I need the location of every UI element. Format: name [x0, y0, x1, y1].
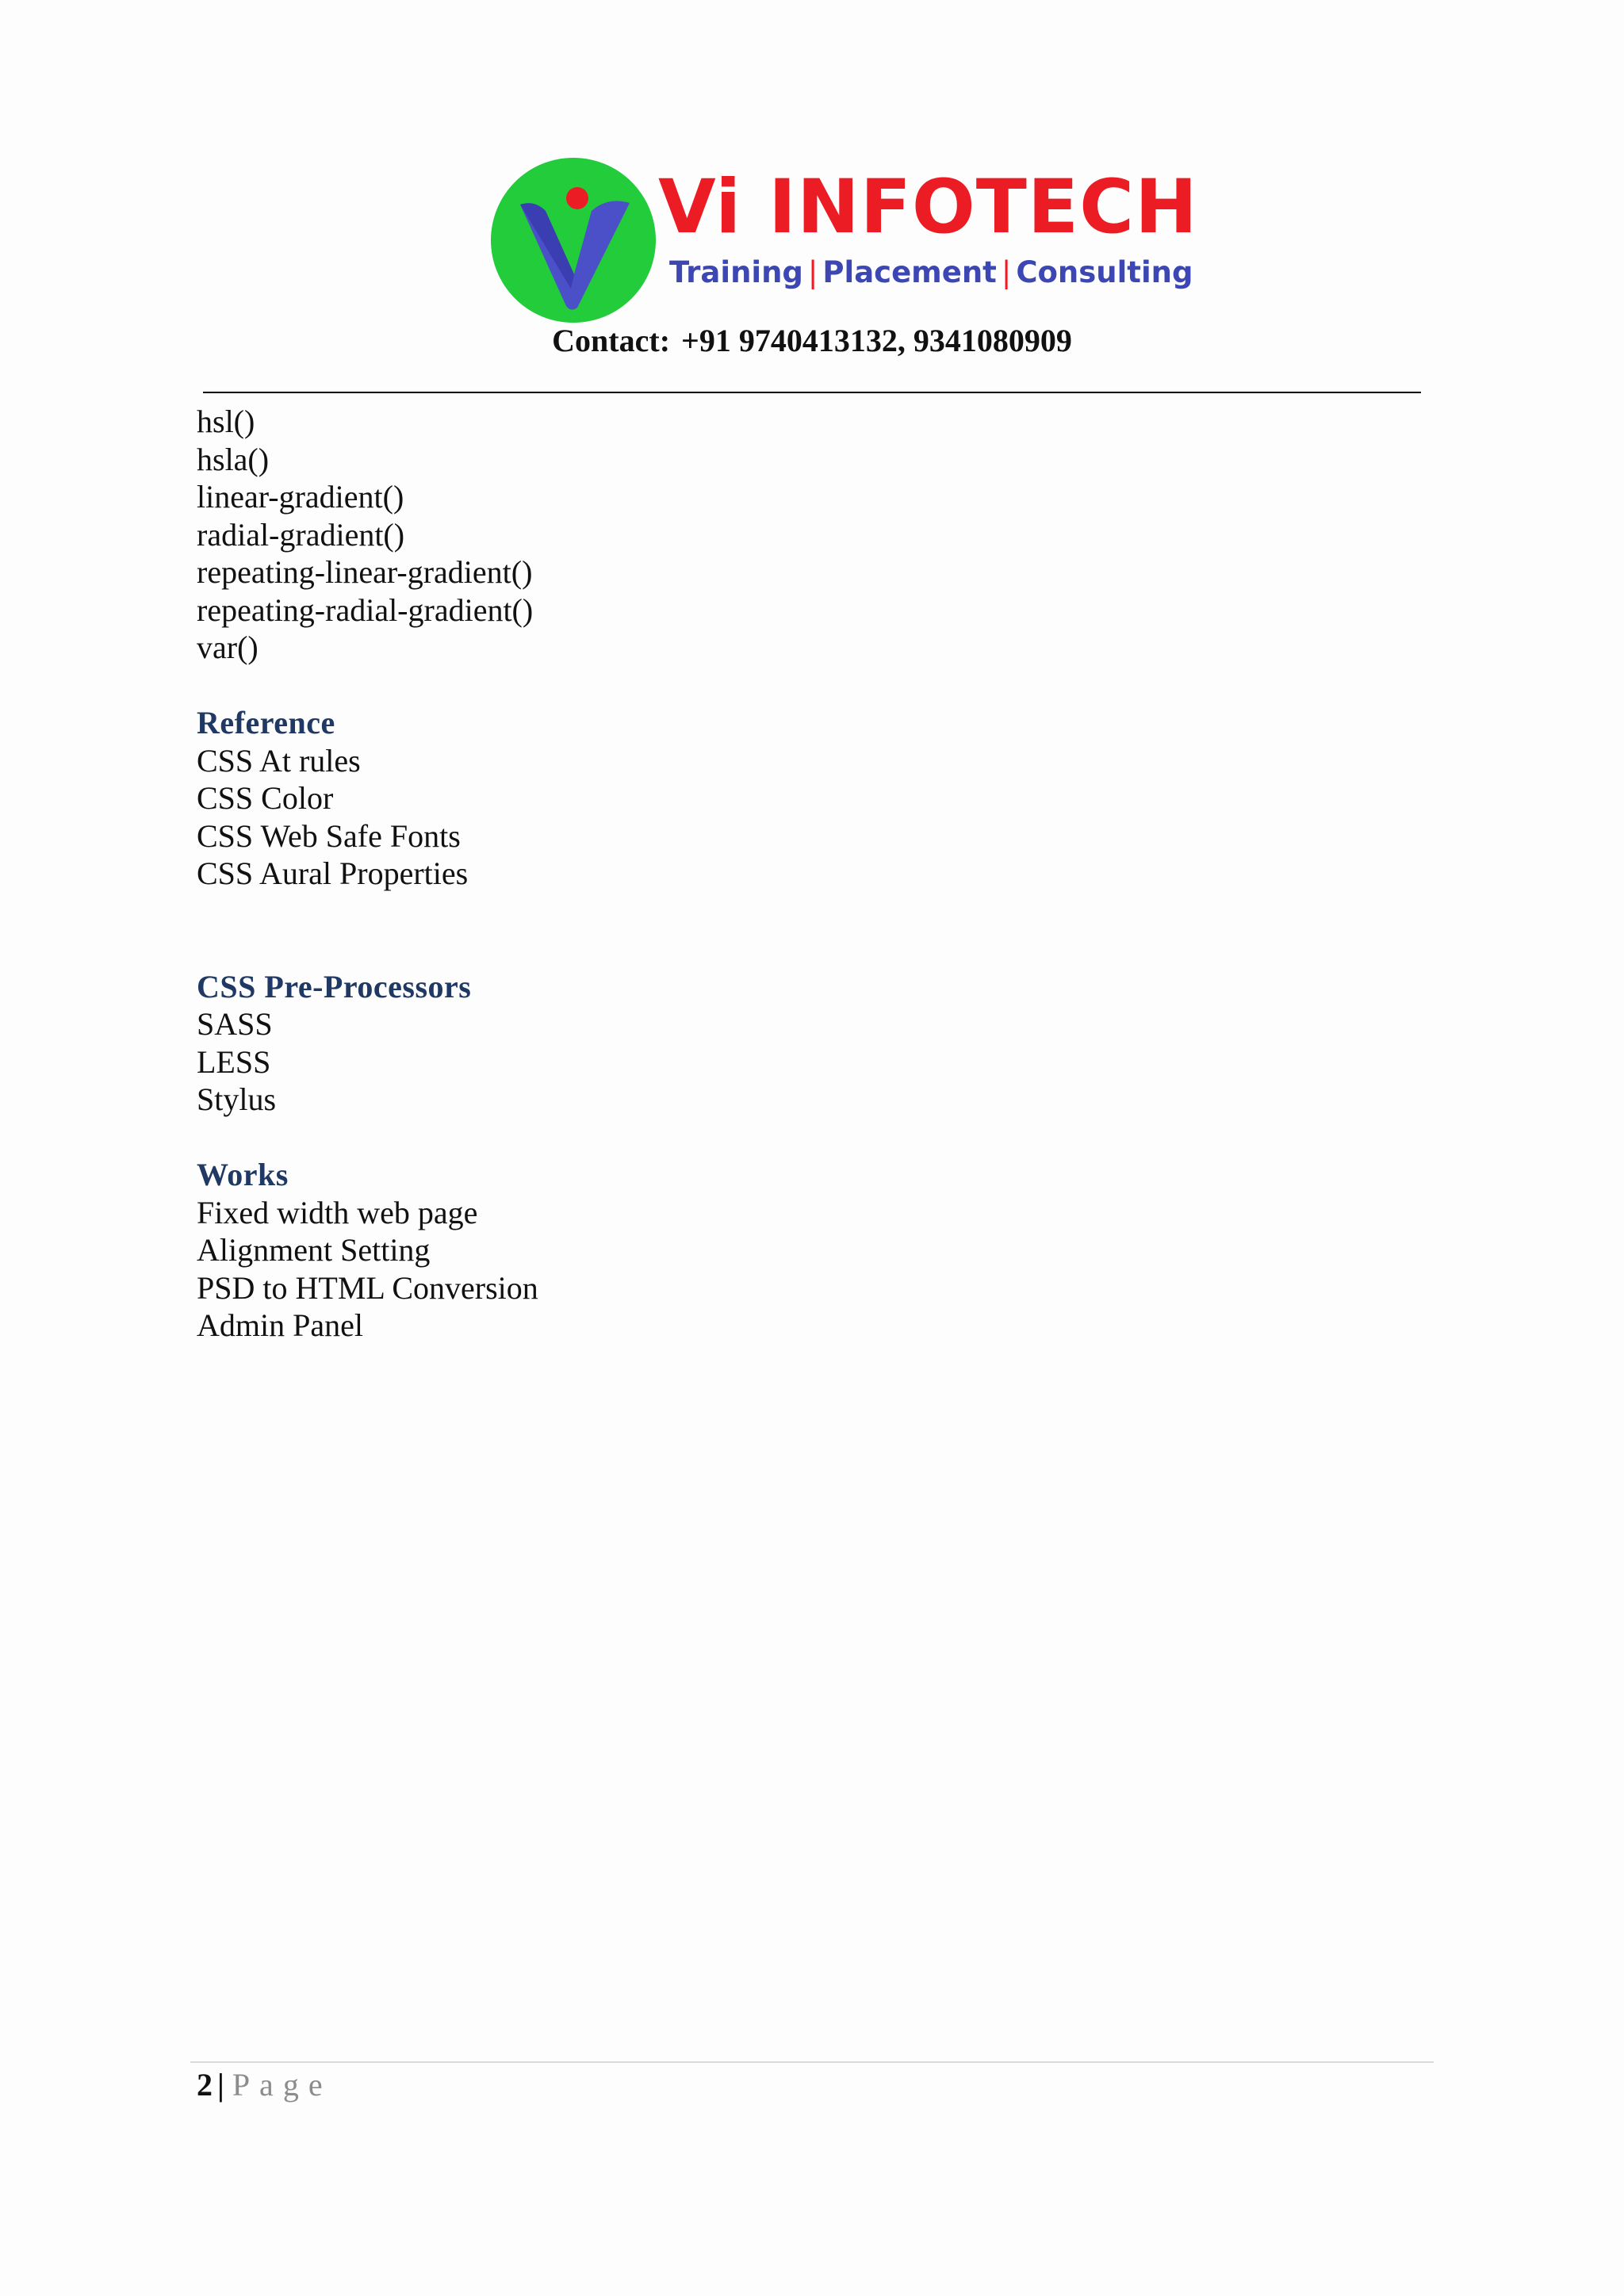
- logo-wordmark: Vi INFOTECH: [658, 164, 1198, 251]
- list-item: Stylus: [197, 1081, 277, 1117]
- list-item: CSS At rules: [197, 742, 361, 779]
- contact-line: [0, 320, 1624, 362]
- section-heading: CSS Pre-Processors: [197, 968, 472, 1004]
- list-item: CSS Color: [197, 780, 334, 816]
- logo-tagline: [669, 255, 1193, 290]
- css-functions-list: [197, 403, 1386, 667]
- list-item: repeating-linear-gradient(): [197, 554, 533, 590]
- contact-label: Contact:: [552, 323, 671, 358]
- list-item: LESS: [197, 1043, 271, 1080]
- list-item: SASS: [197, 1006, 273, 1042]
- list-item: repeating-radial-gradient(): [197, 591, 534, 628]
- section-heading: Works: [197, 1157, 289, 1192]
- section-works: [197, 1156, 1386, 1345]
- list-item: Admin Panel: [197, 1307, 363, 1343]
- tagline-separator: |: [1001, 255, 1012, 289]
- footer-separator: |: [217, 2067, 224, 2103]
- list-item: CSS Web Safe Fonts: [197, 817, 461, 854]
- page-number: 2: [197, 2067, 213, 2103]
- list-item: linear-gradient(): [197, 479, 404, 515]
- section-css-pre-processors: [197, 968, 1386, 1119]
- list-item: hsl(): [197, 404, 255, 439]
- page-label: Page: [232, 2067, 332, 2103]
- list-item: radial-gradient(): [197, 516, 405, 553]
- section-reference: [197, 704, 1386, 893]
- page-footer: [197, 2064, 332, 2106]
- section-heading: Reference: [197, 705, 335, 740]
- tagline-consulting: Consulting: [1016, 255, 1193, 289]
- company-logo: [488, 152, 1198, 327]
- tagline-separator: |: [807, 255, 818, 289]
- header-divider: [203, 392, 1421, 393]
- list-item: Fixed width web page: [197, 1194, 478, 1230]
- list-item: PSD to HTML Conversion: [197, 1269, 538, 1306]
- list-item: var(): [197, 629, 259, 665]
- document-body: [197, 403, 1386, 1345]
- footer-divider: [190, 2061, 1434, 2063]
- list-item: hsla(): [197, 441, 270, 477]
- contact-phone-numbers: +91 9740413132, 9341080909: [681, 323, 1072, 358]
- tagline-placement: Placement: [822, 255, 997, 289]
- tagline-training: Training: [669, 255, 803, 289]
- logo-emblem-icon: [488, 155, 658, 325]
- list-item: Alignment Setting: [197, 1232, 431, 1268]
- list-item: CSS Aural Properties: [197, 855, 469, 891]
